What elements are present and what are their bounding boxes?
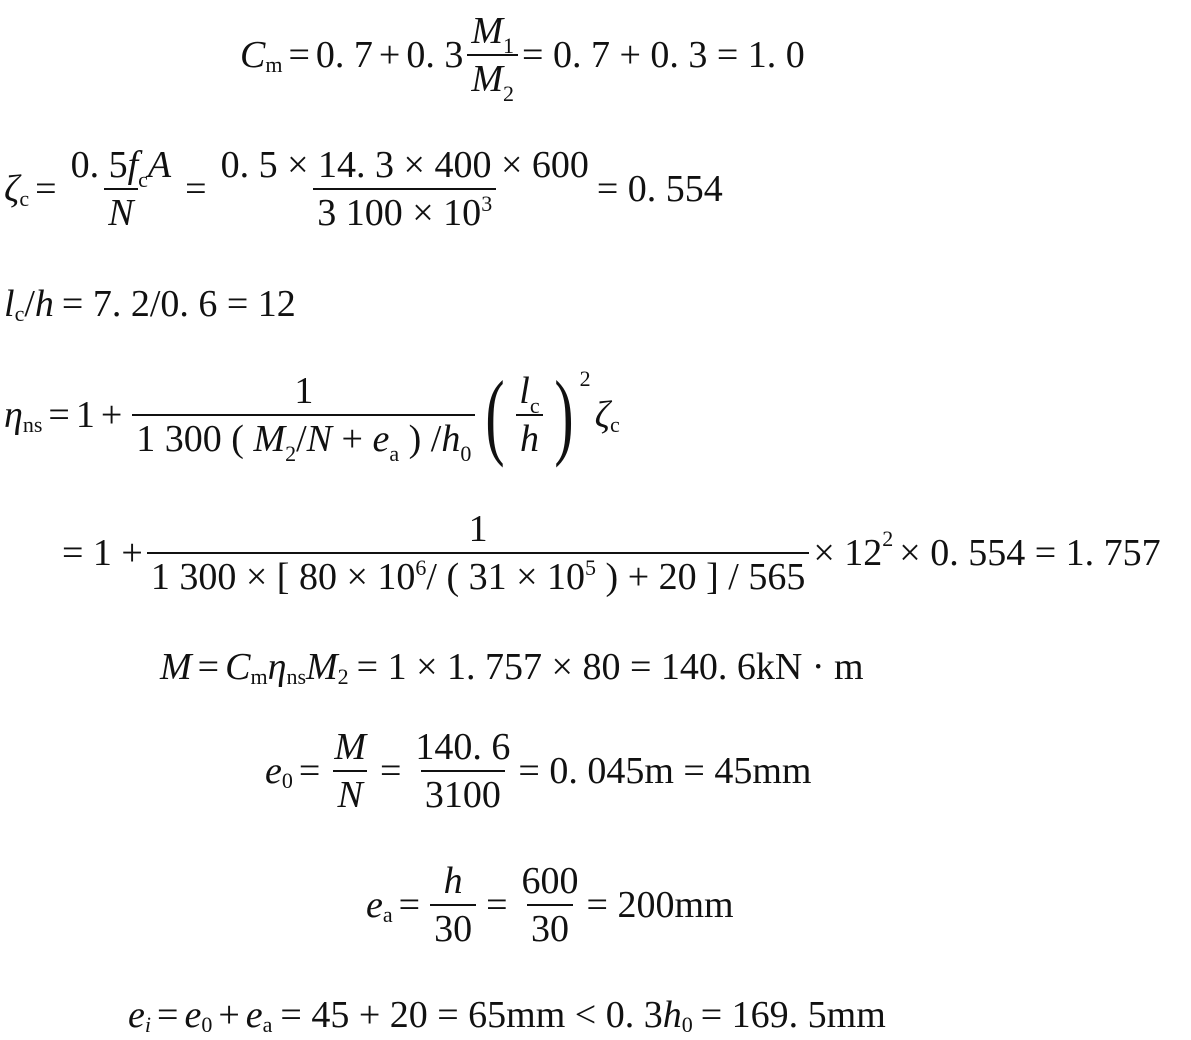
fraction-values: $\frac{140. 6}{3100}$	[415, 726, 511, 816]
symbol-c: C	[240, 34, 266, 76]
fraction-lc-h: $\frac{l_c}{h}$	[515, 372, 543, 458]
subscript: m	[265, 52, 283, 77]
fraction-fca-n: $\frac{0. 5f_cA}{N}$	[70, 144, 172, 234]
equation-moment: M = C m η ns M 2 = 1 × 1. 757 × 80 = 140. 6kN · m	[160, 646, 864, 689]
fraction-numeric: $\frac{0. 5 \times 14. 3 \times 400 \times 600}{3 100 \times 10^3}$	[220, 144, 589, 234]
equation-cm: C m = 0. 7 + 0. 3 $\frac{M_1}{M_2}$ = 0. 7 + 0. 3 = 1. 0	[240, 10, 805, 106]
fraction-600-30: $\frac{600}{30}$	[521, 860, 579, 950]
equation-ei: e i = e 0 + e a = 45 + 20 = 65mm < 0. 3 h 0 = 169. 5mm	[128, 994, 886, 1037]
right-paren: )	[554, 360, 574, 468]
fraction-eta: $\frac{1}{1 300 ( M_2/N + e_a ) /h_0}$	[132, 372, 475, 458]
equation-eta-numeric: = 1 + $\frac{1}{1 300 \times [ 80 \times 10^6/ ( 31 \times 10^5 ) + 20 ] / 565}$ × 12 2 × 0. 554 = 1. 757	[62, 508, 1161, 598]
equation-e0: e 0 = $\frac{M}{N}$ = $\frac{140. 6}{3100}$ = 0. 045m = 45mm	[265, 726, 812, 816]
fraction-h-30: $\frac{h}{30}$	[430, 862, 476, 948]
left-paren: (	[485, 360, 505, 468]
equation-lc-h: l c / h = 7. 2/0. 6 = 12	[4, 283, 296, 326]
fraction-eta-numeric: $\frac{1}{1 300 \times [ 80 \times 10^6/ ( 31 \times 10^5 ) + 20 ] / 565}$	[147, 510, 809, 596]
fraction-m-n: $\frac{M}{N}$	[334, 726, 366, 816]
equation-eta-ns: η ns = 1 + $\frac{1}{1 300 ( M_2/N + e_a ) /h_0}$ ( $\frac{l_c}{h}$ ) 2 ζ c	[4, 360, 620, 468]
equation-ea: e a = $\frac{h}{30}$ = $\frac{600}{30}$ = 200mm	[366, 860, 734, 950]
equation-zeta-c: ζ c = $\frac{0. 5f_cA}{N}$ = $\frac{0. 5 \times 14. 3 \times 400 \times 600}{3 100 \times 10^3}$ = 0. 554	[4, 144, 723, 234]
fraction-m1-m2: $\frac{M_1}{M_2}$	[467, 12, 518, 98]
